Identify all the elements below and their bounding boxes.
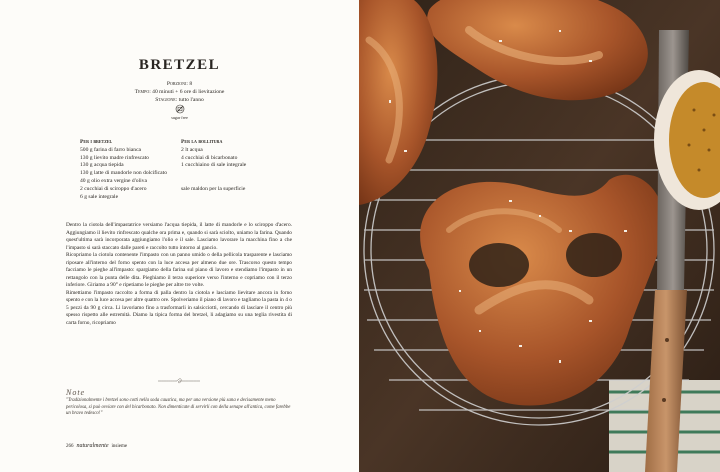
time-value: 40 minuti + 6 ore di lievitazione xyxy=(150,89,225,96)
ingredient-item: 4 cucchiai di bicarbonato xyxy=(181,154,238,161)
ingredients-pretzel xyxy=(80,139,180,201)
instruction-paragraph: Ricopriamo la ciotola contenente l'impasto con un panno umido o della pellicola trasparente e lasciamo riposare all'interno del forno spento con la luce accesa per almeno due ore. Trascorso questo tempo facciamo le pieghe all'impasto: spargiamo della farina sul piano di lavoro e stendiamo l'impasto in un rettangolo con la punta delle dita. Pieghiamo il terzo superiore verso l'interno e copriamo con il terzo inferiore. Giriamo a 90° e ripetiamo le pieghe per altre tre volte. xyxy=(66,252,292,288)
portions-line xyxy=(0,80,359,88)
page-footer xyxy=(66,443,127,449)
ingredient-item: 2 cucchiai di sciroppo d'acero xyxy=(80,185,147,192)
page-number: 266 xyxy=(66,444,74,449)
brand-sub: insieme xyxy=(111,444,128,449)
flourish-divider-icon xyxy=(157,377,201,385)
ingredient-item: 40 g olio extra vergine d'oliva xyxy=(80,177,147,184)
recipe-instructions xyxy=(66,222,292,327)
sugar-free-badge xyxy=(0,104,359,120)
pretzel-photo xyxy=(359,0,720,472)
ingredient-item: 2 lt acqua xyxy=(181,146,203,153)
portions-label: Porzioni: xyxy=(166,81,188,87)
ingredients-boiling xyxy=(181,139,301,194)
ingredient-item: 1 cucchiaino di sale integrale xyxy=(181,162,247,169)
recipe-meta xyxy=(0,80,359,105)
ingredient-item: 6 g sale integrale xyxy=(80,193,119,200)
note-title: Note xyxy=(66,388,86,397)
season-label: Stagione: xyxy=(155,97,178,104)
instruction-paragraph: Rimettiamo l'impasto raccolto a forma di palla dentro la ciotola e lasciamo lievitare ancora in forno spento e con la luce accesa per altre quattro ore. Spolveriamo il piano di lavoro e tagliamo la pasta in 4 o 5 pezzi da 90 g circa. Li lavoriamo fino a trasformarli in salsicciotti, cercando di lasciare il centro più spesso rispetto alle estremità. Diamo la tipica forma del bretzel, li adagiamo su una teglia rivestita di carta forno, ricopriamo xyxy=(66,289,292,326)
recipe-page xyxy=(0,0,359,472)
pretzel-photo-image xyxy=(359,0,720,472)
instruction-paragraph: Dentro la ciotola dell'impastatrice versiamo l'acqua tiepida, il latte di mandorle e lo sciroppo d'acero. Aggiungiamo il lievito rinfrescato qualche ora prima e, quando si sarà sciolto, uniamo la farina. Quando quest'ultima sarà incorporata aggiungiamo l'olio e il sale. Lasciamo lavorare la macchina fino a che l'impasto si sarà staccato dalle pareti e raccolto tutto intorno al gancio. xyxy=(66,222,292,251)
sugar-free-icon xyxy=(175,104,185,114)
ingredient-item: 130 g lievito madre rinfrescato xyxy=(80,154,149,161)
ingredient-item: sale maldon per la superficie xyxy=(181,185,246,192)
time-line xyxy=(0,88,359,96)
sugar-free-label: sugar free xyxy=(171,115,188,120)
ingredient-item: 500 g farina di farro bianca xyxy=(80,146,142,153)
time-label: Tempo: xyxy=(134,89,151,96)
portions-value: 8 xyxy=(187,81,193,87)
season-value: tutto l'anno xyxy=(177,97,204,104)
ingredient-item: 130 g acqua tiepida xyxy=(80,162,124,169)
brand-logo: naturalmente xyxy=(76,443,109,449)
note-text: "Tradizionalmente i bretzel sono cotti nella soda caustica, ma per una versione più sana e decisamente meno pericolosa, si può ovviare con del bicarbonato. Non dimenticate di servirli con della senape all'antica, come farebbe un bravo tedesco!" xyxy=(66,398,291,417)
recipe-title: BRETZEL xyxy=(138,57,221,73)
ingredient-item: 130 g latte di mandorle non dolcificato xyxy=(80,170,167,177)
ingredient-spacer xyxy=(181,178,301,186)
ingredients-header: Per la bollitura xyxy=(181,139,223,145)
ingredients-header: Per i bretzel xyxy=(80,139,113,145)
ingredient-spacer xyxy=(181,170,301,178)
